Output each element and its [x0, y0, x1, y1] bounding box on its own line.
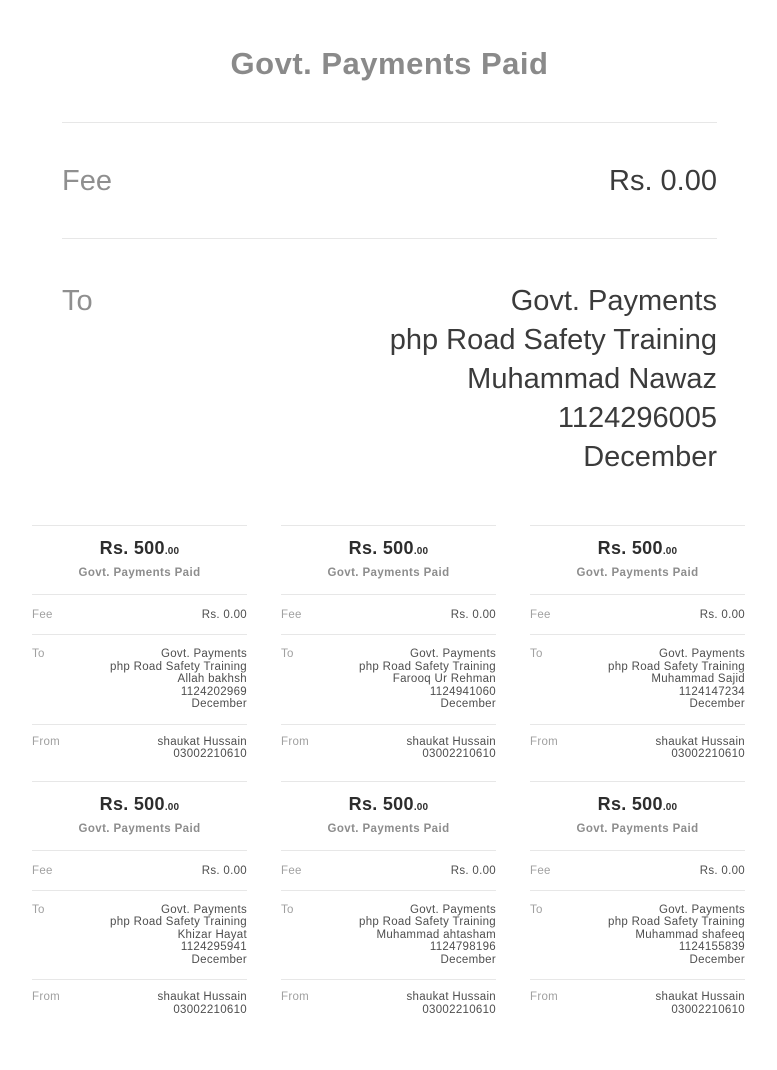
- fee-label: Fee: [281, 864, 302, 877]
- divider: [62, 238, 717, 239]
- to-payee: Govt. Payments: [409, 648, 496, 660]
- from-row: [32, 979, 247, 1036]
- amount: Rs. 500.00: [597, 793, 678, 814]
- to-month: December: [440, 953, 496, 966]
- fee-row: [281, 594, 496, 634]
- to-month: December: [191, 698, 247, 710]
- receipt-card: [32, 525, 247, 781]
- summary-receipt: [0, 46, 777, 477]
- receipt-card-subtitle: Govt. Payments Paid: [576, 567, 699, 579]
- receipt-card: [281, 525, 496, 781]
- page-title: Govt. Payments Paid: [230, 46, 549, 81]
- to-row: [32, 890, 247, 980]
- to-row: [281, 634, 496, 724]
- receipt-card-header: [530, 525, 745, 594]
- to-label: To: [32, 648, 45, 660]
- to-service: php Road Safety Training: [110, 660, 247, 673]
- to-service: php Road Safety Training: [359, 660, 496, 673]
- receipt-grid: [0, 525, 777, 1036]
- receipt-card: [530, 525, 745, 781]
- to-reference-number: 1124798196: [429, 941, 496, 953]
- to-service: php Road Safety Training: [359, 916, 496, 928]
- from-row: [32, 724, 247, 781]
- receipt-card-header: [32, 781, 247, 850]
- to-month: December: [689, 953, 745, 966]
- fee-label: Fee: [281, 609, 302, 621]
- fee-value: Rs. 0.00: [699, 609, 745, 621]
- from-row: [281, 979, 496, 1036]
- from-person-name: shaukat Hussain: [655, 735, 745, 748]
- from-details: [157, 736, 247, 761]
- from-details: [655, 991, 745, 1016]
- from-details: [406, 736, 496, 761]
- to-label: To: [281, 648, 294, 660]
- summary-to-row: [62, 282, 717, 477]
- amount: Rs. 500.00: [348, 538, 429, 558]
- to-reference-number: 1124202969: [180, 685, 247, 698]
- to-person-name: Muhammad shafeeq: [635, 928, 745, 941]
- from-phone-number: 03002210610: [671, 1003, 745, 1016]
- fee-row: [530, 594, 745, 634]
- to-label: To: [62, 285, 93, 317]
- from-label: From: [281, 735, 310, 748]
- to-service: php Road Safety Training: [389, 324, 717, 356]
- fee-label: Fee: [32, 864, 53, 877]
- from-label: From: [32, 991, 61, 1003]
- from-person-name: shaukat Hussain: [157, 735, 247, 748]
- amount-decimal: .00: [413, 801, 429, 813]
- to-service: php Road Safety Training: [608, 660, 745, 673]
- to-reference-number: 1124295941: [180, 941, 247, 953]
- from-person-name: shaukat Hussain: [655, 991, 745, 1003]
- to-month: December: [191, 953, 247, 966]
- fee-row: [530, 850, 745, 890]
- amount: Rs. 500.00: [99, 538, 180, 558]
- from-row: [281, 724, 496, 781]
- to-payee: Govt. Payments: [409, 903, 496, 916]
- to-label: To: [281, 903, 294, 916]
- to-details: [390, 282, 717, 477]
- to-row: [530, 890, 745, 980]
- to-payee: Govt. Payments: [160, 648, 247, 660]
- amount-decimal: .00: [662, 801, 678, 813]
- fee-row: [32, 594, 247, 634]
- receipt-card-subtitle: Govt. Payments Paid: [327, 567, 450, 579]
- fee-label: Fee: [530, 864, 551, 877]
- to-details: [359, 648, 496, 711]
- to-person-name: Muhammad Sajid: [651, 673, 745, 685]
- to-details: [359, 904, 496, 967]
- receipt-card-header: [32, 525, 247, 594]
- to-payee: Govt. Payments: [160, 903, 247, 916]
- from-person-name: shaukat Hussain: [406, 735, 496, 748]
- receipt-card: [32, 781, 247, 1037]
- to-details: [608, 904, 745, 967]
- to-person-name: Allah bakhsh: [177, 673, 247, 685]
- from-details: [406, 991, 496, 1016]
- fee-row: [281, 850, 496, 890]
- fee-value: Rs. 0.00: [609, 165, 717, 197]
- fee-label: Fee: [32, 609, 53, 621]
- to-service: php Road Safety Training: [110, 916, 247, 928]
- to-person-name: Muhammad Nawaz: [467, 363, 717, 395]
- receipt-card-subtitle: Govt. Payments Paid: [576, 822, 699, 835]
- from-person-name: shaukat Hussain: [406, 991, 496, 1003]
- to-person-name: Muhammad ahtasham: [376, 928, 496, 941]
- fee-row: [32, 850, 247, 890]
- amount: Rs. 500.00: [99, 793, 180, 814]
- from-phone-number: 03002210610: [173, 1003, 247, 1016]
- receipt-card-subtitle: Govt. Payments Paid: [78, 567, 201, 579]
- to-label: To: [32, 903, 45, 916]
- receipt-card-header: [281, 781, 496, 850]
- fee-value: Rs. 0.00: [699, 864, 745, 877]
- to-payee: Govt. Payments: [510, 285, 717, 317]
- amount-decimal: .00: [413, 546, 429, 557]
- receipt-card-header: [281, 525, 496, 594]
- to-person-name: Khizar Hayat: [177, 928, 247, 941]
- fee-label: Fee: [62, 165, 112, 197]
- to-row: [281, 890, 496, 980]
- to-month: December: [583, 441, 717, 473]
- to-row: [32, 634, 247, 724]
- from-label: From: [32, 735, 61, 748]
- to-reference-number: 1124296005: [557, 402, 717, 434]
- amount-decimal: .00: [662, 546, 678, 557]
- to-month: December: [440, 698, 496, 710]
- from-label: From: [530, 735, 559, 748]
- to-service: php Road Safety Training: [608, 916, 745, 928]
- to-label: To: [530, 648, 543, 660]
- to-details: [608, 648, 745, 711]
- fee-value: Rs. 0.00: [201, 864, 247, 877]
- from-phone-number: 03002210610: [173, 748, 247, 760]
- receipt-card: [281, 781, 496, 1037]
- from-phone-number: 03002210610: [671, 748, 745, 760]
- to-month: December: [689, 698, 745, 710]
- fee-value: Rs. 0.00: [450, 609, 496, 621]
- to-label: To: [530, 903, 543, 916]
- receipt-card-subtitle: Govt. Payments Paid: [327, 822, 450, 835]
- fee-value: Rs. 0.00: [450, 864, 496, 877]
- amount: Rs. 500.00: [597, 538, 678, 558]
- receipt-card-subtitle: Govt. Payments Paid: [78, 822, 201, 835]
- to-row: [530, 634, 745, 724]
- to-reference-number: 1124155839: [678, 941, 745, 953]
- receipt-card: [530, 781, 745, 1037]
- from-label: From: [281, 991, 310, 1003]
- divider: [62, 122, 717, 123]
- amount-decimal: .00: [164, 546, 180, 557]
- amount: Rs. 500.00: [348, 793, 429, 814]
- to-details: [110, 904, 247, 967]
- receipt-card-header: [530, 781, 745, 850]
- from-details: [157, 991, 247, 1016]
- to-payee: Govt. Payments: [658, 648, 745, 660]
- to-reference-number: 1124147234: [678, 685, 745, 698]
- from-row: [530, 724, 745, 781]
- from-row: [530, 979, 745, 1036]
- to-payee: Govt. Payments: [658, 903, 745, 916]
- summary-fee-row: [62, 162, 717, 200]
- to-person-name: Farooq Ur Rehman: [392, 673, 496, 685]
- from-details: [655, 736, 745, 761]
- fee-value: Rs. 0.00: [201, 609, 247, 621]
- to-reference-number: 1124941060: [429, 685, 496, 698]
- fee-label: Fee: [530, 609, 551, 621]
- amount-decimal: .00: [164, 801, 180, 813]
- to-details: [110, 648, 247, 711]
- from-label: From: [530, 991, 559, 1003]
- from-person-name: shaukat Hussain: [157, 991, 247, 1003]
- from-phone-number: 03002210610: [422, 748, 496, 760]
- from-phone-number: 03002210610: [422, 1003, 496, 1016]
